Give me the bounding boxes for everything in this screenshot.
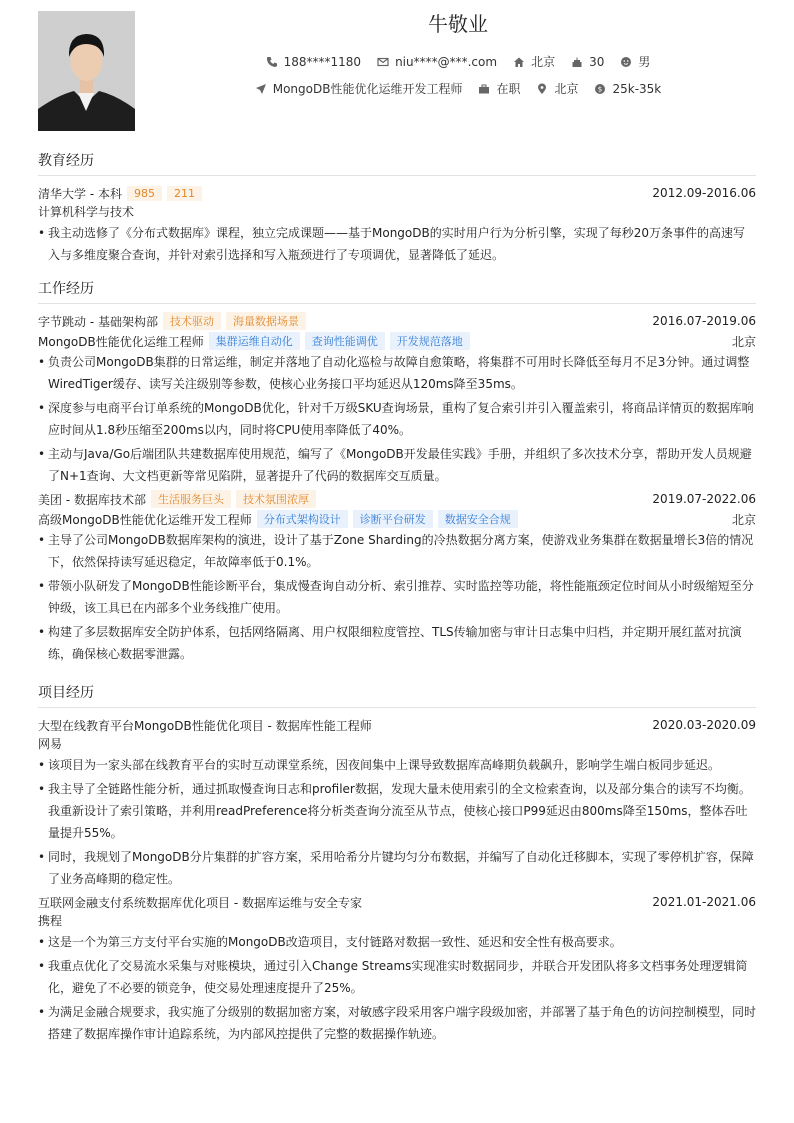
role-tag: 分布式架构设计 (257, 510, 348, 528)
job-entry (38, 311, 756, 487)
status-text: 在职 (496, 82, 521, 96)
role-row (38, 331, 756, 351)
job-date: 2019.07-2022.06 (652, 492, 756, 506)
email-text: niu****@***.com (395, 54, 498, 69)
salary-item (594, 82, 661, 96)
phone-item (266, 55, 361, 69)
role-tag: 开发规范落地 (390, 332, 470, 350)
money-icon (594, 83, 606, 95)
role-name: 高级MongoDB性能优化运维开发工程师 (38, 512, 252, 527)
list-item: • 主动与Java/Go后端团队共建数据库使用规范，编写了《MongoDB开发最佳实践》手册，并组织了多次技术分享，帮助开发人员规避了N+1查询、大文档更新等常见陷阱，显著提升了代码的数据库交互质量。 (38, 443, 756, 487)
project-entry (38, 892, 756, 1045)
list-item: • 主导了公司MongoDB数据库架构的演进，设计了基于Zone Sharding的冷热数据分离方案，使游戏业务集群在数据量增长3倍的情况下，依然保持读写延迟稳定，年故障率低于0.1%。 (38, 529, 756, 573)
job-entry (38, 489, 756, 665)
work-section (38, 278, 756, 667)
school-tag: 985 (127, 186, 162, 201)
status-item (478, 80, 520, 97)
major: 计算机科学与技术 (38, 205, 135, 219)
project-name: 互联网金融支付系统数据库优化项目 - 数据库运维与安全专家 (38, 895, 362, 910)
target-city-text: 北京 (554, 82, 579, 96)
mail-icon (377, 56, 389, 68)
list-item: • 我重点优化了交易流水采集与对账模块，通过引入Change Streams实现准实时数据同步，并联合开发团队将多文档事务处理逻辑简化，避免了不必要的锁竞争，使交易处理速度提升了25%。 (38, 955, 756, 999)
company-name: 美团 - 数据库技术部 (38, 492, 146, 507)
role-tag: 数据安全合规 (438, 510, 518, 528)
school-tag: 211 (167, 186, 202, 201)
briefcase-icon (478, 83, 490, 95)
list-item: • 构建了多层数据库安全防护体系，包括网络隔离、用户权限细粒度管控、TLS传输加密与审计日志集中归档，并定期开展红蓝对抗演练，确保核心数据零泄露。 (38, 621, 756, 665)
list-item: • 为满足金融合规要求，我实施了分级别的数据加密方案，对敏感字段采用客户端字段级加密，并部署了基于角色的访问控制模型，同时搭建了数据库操作审计追踪系统，为内部风控提供了完整的数据操作轨迹。 (38, 1001, 756, 1045)
list-item: • 深度参与电商平台订单系统的MongoDB优化，针对千万级SKU查询场景，重构了复合索引并引入覆盖索引，将商品详情页的数据库响应时间从1.8秒压缩至200ms以内，同时将CPU使用率降低了40%。 (38, 397, 756, 441)
company-tag: 海量数据场景 (226, 312, 306, 330)
role-tag: 诊断平台研发 (353, 510, 433, 528)
location-pin-icon (536, 83, 548, 95)
projects-title: 项目经历 (38, 682, 756, 708)
cake-icon (571, 56, 583, 68)
projects-section (38, 682, 756, 1047)
age-text: 30 (589, 54, 605, 69)
home-icon (513, 56, 525, 68)
phone-icon (266, 56, 278, 68)
project-org: 携程 (38, 914, 63, 928)
job-intent-row (135, 80, 781, 97)
project-bullets (38, 754, 756, 890)
project-header-row (38, 892, 756, 912)
company-row (38, 311, 756, 331)
list-item: • 我主导了全链路性能分析，通过抓取慢查询日志和profiler数据，发现大量未使用索引的全文检索查询，以及部分集合的读写不均衡。我重新设计了索引策略，并利用readPreference将分析类查询分流至从节点，使核心接口P99延迟由800ms降至150ms，整体吞吐量提升55%。 (38, 778, 756, 844)
phone-text: 188****1180 (283, 54, 362, 69)
list-item: • 同时，我规划了MongoDB分片集群的扩容方案，采用哈希分片键均匀分布数据，并编写了自动化迁移脚本，实现了零停机扩容，保障了业务高峰期的稳定性。 (38, 846, 756, 890)
job-bullets (38, 529, 756, 665)
project-date: 2021.01-2021.06 (652, 895, 756, 909)
role-name: MongoDB性能优化运维工程师 (38, 334, 204, 349)
send-icon (255, 83, 267, 95)
contact-info-row (135, 53, 781, 70)
salary-text: 25k-35k (612, 81, 662, 96)
svg-text:$: $ (598, 85, 603, 94)
school-name: 清华大学 - 本科 (38, 186, 122, 201)
project-bullets (38, 931, 756, 1045)
city-text: 北京 (531, 55, 556, 69)
candidate-name: 牛敬业 (428, 12, 488, 36)
list-item: • 这是一个为第三方支付平台实施的MongoDB改造项目，支付链路对数据一致性、延迟和安全性有极高要求。 (38, 931, 756, 953)
role-row (38, 509, 756, 529)
education-date: 2012.09-2016.06 (652, 186, 756, 200)
job-location: 北京 (731, 512, 756, 527)
education-title: 教育经历 (38, 150, 756, 176)
gender-text: 男 (638, 55, 651, 69)
company-tag: 生活服务巨头 (151, 490, 231, 508)
job-date: 2016.07-2019.06 (652, 314, 756, 328)
job-location: 北京 (731, 334, 756, 349)
email-item (377, 55, 497, 69)
company-tag: 技术氛围浓厚 (236, 490, 316, 508)
gender-item (620, 53, 650, 70)
list-item: • 负责公司MongoDB集群的日常运维，制定并落地了自动化巡检与故障自愈策略，将集群不可用时长降低至每月不足3分钟。通过调整WiredTiger缓存、读写关注级别等参数，使核心业务接口平均延迟从120ms降至35ms。 (38, 351, 756, 395)
education-bullets (38, 222, 756, 266)
company-row (38, 489, 756, 509)
job-bullets (38, 351, 756, 487)
project-org: 网易 (38, 737, 63, 751)
education-header-row (38, 183, 756, 203)
role-tag: 查询性能调优 (305, 332, 385, 350)
user-face-icon (620, 56, 632, 68)
work-title: 工作经历 (38, 278, 756, 304)
project-date: 2020.03-2020.09 (652, 718, 756, 732)
age-item (571, 55, 604, 69)
education-section (38, 150, 756, 268)
role-tag: 集群运维自动化 (209, 332, 300, 350)
city-item (513, 53, 555, 70)
project-header-row (38, 715, 756, 735)
target-city-item (536, 80, 578, 97)
company-tag: 技术驱动 (163, 312, 221, 330)
job-title-item (255, 80, 463, 97)
company-name: 字节跳动 - 基础架构部 (38, 314, 158, 329)
list-item: • 该项目为一家头部在线教育平台的实时互动课堂系统，因夜间集中上课导致数据库高峰期负载飙升，影响学生端白板同步延迟。 (38, 754, 756, 776)
project-name: 大型在线教育平台MongoDB性能优化项目 - 数据库性能工程师 (38, 718, 372, 733)
job-title-text: MongoDB性能优化运维开发工程师 (272, 82, 463, 96)
list-item: • 带领小队研发了MongoDB性能诊断平台，集成慢查询自动分析、索引推荐、实时监控等功能，将性能瓶颈定位时间从小时级缩短至分钟级，该工具已在内部多个业务线推广使用。 (38, 575, 756, 619)
project-entry (38, 715, 756, 890)
list-item: • 我主动选修了《分布式数据库》课程，独立完成课题——基于MongoDB的实时用户行为分析引擎，实现了每秒20万条事件的高速写入与多维度聚合查询，并针对索引选择和写入瓶颈进行了专项调优，显著降低了延迟。 (38, 222, 756, 266)
